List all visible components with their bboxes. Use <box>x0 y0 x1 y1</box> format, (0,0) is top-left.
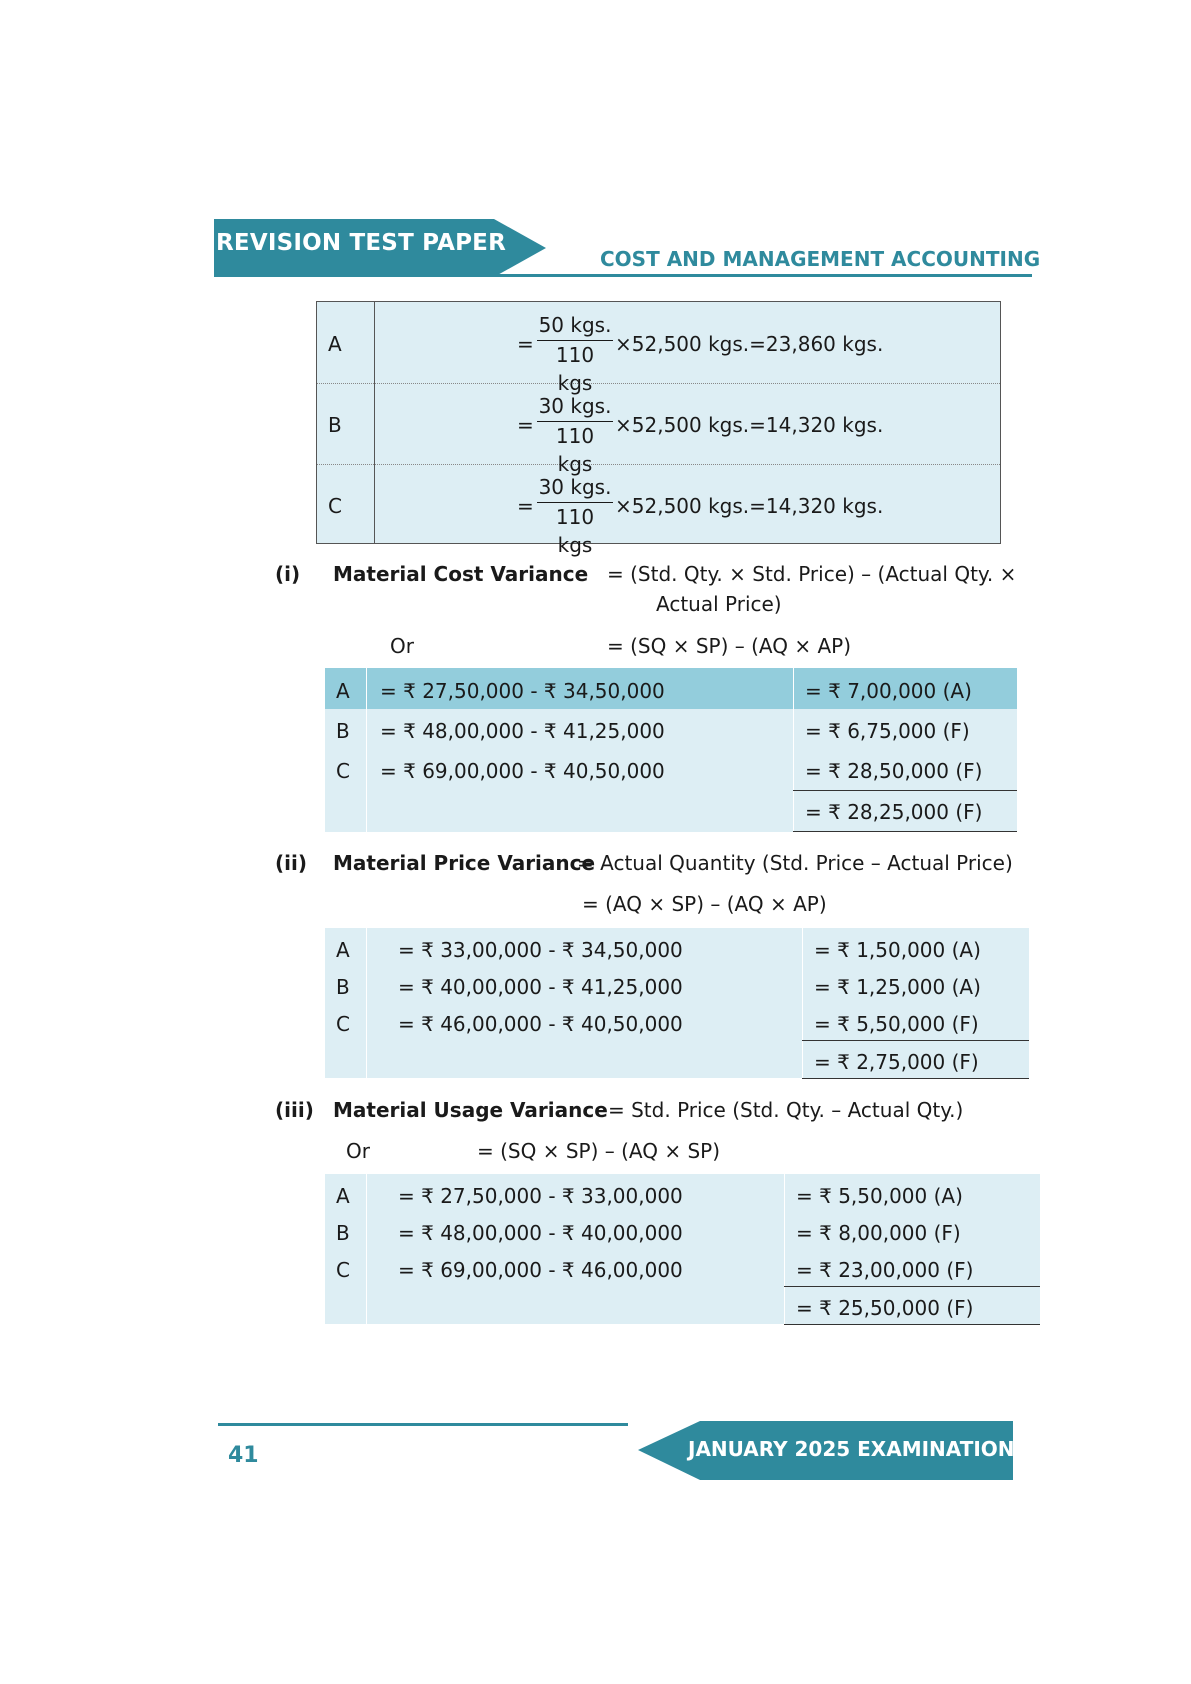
row-label: B <box>328 413 342 437</box>
row-calc: = ₹ 48,00,000 - ₹ 40,00,000 <box>398 1221 683 1245</box>
formula: = Std. Price (Std. Qty. – Actual Qty.) <box>608 1098 964 1122</box>
column-divider <box>366 668 367 832</box>
fraction <box>537 474 613 559</box>
total-rule-top <box>793 790 1017 791</box>
row-label: B <box>336 975 350 999</box>
formula-continued: Actual Price) <box>656 592 782 616</box>
section-title: Material Usage Variance <box>333 1098 608 1122</box>
row-result: = ₹ 6,75,000 (F) <box>805 719 970 743</box>
alt-formula: = (SQ × SP) – (AQ × SP) <box>477 1139 721 1163</box>
total-rule-top <box>802 1040 1029 1041</box>
or-label: Or <box>390 634 414 658</box>
total-rule-bottom <box>784 1324 1040 1325</box>
row-calc: = ₹ 48,00,000 - ₹ 41,25,000 <box>380 719 665 743</box>
row-result: ×52,500 kgs.=14,320 kgs. <box>615 494 884 518</box>
fraction-numerator: 30 kgs. <box>537 474 613 503</box>
alt-formula: = (AQ × SP) – (AQ × AP) <box>582 892 827 916</box>
equals-sign: = <box>517 494 534 518</box>
header-tab-title: REVISION TEST PAPER <box>216 230 506 256</box>
equals-sign: = <box>517 332 534 356</box>
section-title: Material Price Variance <box>333 851 596 875</box>
row-total: = ₹ 2,75,000 (F) <box>814 1050 979 1074</box>
row-label: A <box>336 938 350 962</box>
row-calc: = ₹ 27,50,000 - ₹ 34,50,000 <box>380 679 665 703</box>
row-calc: = ₹ 40,00,000 - ₹ 41,25,000 <box>398 975 683 999</box>
row-result: ×52,500 kgs.=14,320 kgs. <box>615 413 884 437</box>
fraction-numerator: 50 kgs. <box>537 312 613 341</box>
row-result: = ₹ 7,00,000 (A) <box>805 679 972 703</box>
header-rule <box>494 274 1032 277</box>
footer-exam-title: JANUARY 2025 EXAMINATION <box>688 1437 1015 1461</box>
row-result: = ₹ 1,25,000 (A) <box>814 975 981 999</box>
row-total: = ₹ 25,50,000 (F) <box>796 1296 974 1320</box>
column-divider <box>784 1174 785 1324</box>
row-label: B <box>336 719 350 743</box>
row-calc: = ₹ 46,00,000 - ₹ 40,50,000 <box>398 1012 683 1036</box>
equals-sign: = <box>517 413 534 437</box>
row-result: = ₹ 5,50,000 (A) <box>796 1184 963 1208</box>
row-calc: = ₹ 27,50,000 - ₹ 33,00,000 <box>398 1184 683 1208</box>
row-result: = ₹ 28,50,000 (F) <box>805 759 983 783</box>
column-divider <box>802 928 803 1078</box>
column-divider <box>366 928 367 1078</box>
row-label: A <box>336 1184 350 1208</box>
or-label: Or <box>346 1139 370 1163</box>
header-subject: COST AND MANAGEMENT ACCOUNTING <box>600 247 1041 271</box>
section-number: (ii) <box>275 851 307 875</box>
row-total: = ₹ 28,25,000 (F) <box>805 800 983 824</box>
formula: = Actual Quantity (Std. Price – Actual Price) <box>577 851 1013 875</box>
row-label: C <box>336 1012 350 1036</box>
section-number: (i) <box>275 562 301 586</box>
row-label: C <box>336 759 350 783</box>
formula: = (Std. Qty. × Std. Price) – (Actual Qty. × <box>607 562 1017 586</box>
table-row <box>317 383 1000 476</box>
section-number: (iii) <box>275 1098 314 1122</box>
row-label: B <box>336 1221 350 1245</box>
section-title: Material Cost Variance <box>333 562 589 586</box>
total-rule-top <box>784 1286 1040 1287</box>
row-calc: = ₹ 69,00,000 - ₹ 46,00,000 <box>398 1258 683 1282</box>
quantity-table <box>316 301 1001 557</box>
total-rule-bottom <box>802 1078 1029 1079</box>
row-result: = ₹ 8,00,000 (F) <box>796 1221 961 1245</box>
total-rule-bottom <box>793 831 1017 832</box>
column-divider <box>793 668 794 832</box>
fraction-denominator: 110 kgs <box>555 505 595 557</box>
row-result: = ₹ 23,00,000 (F) <box>796 1258 974 1282</box>
fraction-denominator: 110 kgs <box>555 343 595 395</box>
table-row <box>317 464 1000 557</box>
row-calc: = ₹ 69,00,000 - ₹ 40,50,000 <box>380 759 665 783</box>
row-label: A <box>336 679 350 703</box>
page-number: 41 <box>228 1443 259 1468</box>
footer-rule <box>218 1423 628 1426</box>
table-row <box>317 302 1000 395</box>
row-result: ×52,500 kgs.=23,860 kgs. <box>615 332 884 356</box>
fraction-numerator: 30 kgs. <box>537 393 613 422</box>
column-divider <box>366 1174 367 1324</box>
row-result: = ₹ 5,50,000 (F) <box>814 1012 979 1036</box>
row-label: A <box>328 332 342 356</box>
row-calc: = ₹ 33,00,000 - ₹ 34,50,000 <box>398 938 683 962</box>
row-label: C <box>336 1258 350 1282</box>
row-label: C <box>328 494 342 518</box>
row-result: = ₹ 1,50,000 (A) <box>814 938 981 962</box>
fraction-denominator: 110 kgs <box>555 424 595 476</box>
alt-formula: = (SQ × SP) – (AQ × AP) <box>607 634 851 658</box>
